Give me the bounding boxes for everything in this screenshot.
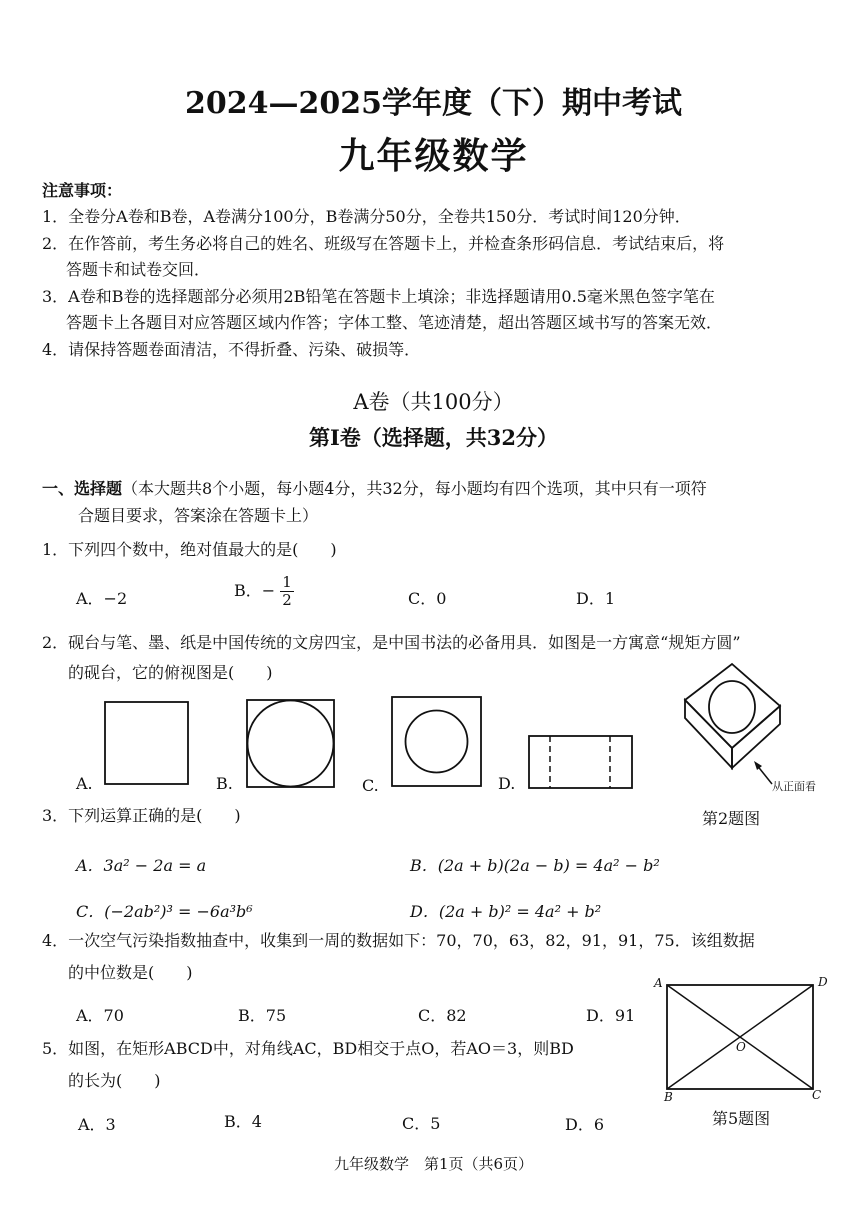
q5-figure-caption: 第5题图 xyxy=(712,1109,771,1128)
q4-option-d: D．91 xyxy=(586,1006,636,1025)
q5-rectangle-figure xyxy=(666,984,816,1092)
q2-option-a: A. xyxy=(76,774,93,793)
q3-option-c: C．(−2ab²)³ = −6a³b⁶ xyxy=(76,902,253,921)
q1-option-d: D．1 xyxy=(576,589,616,608)
notice-item-4: 4．请保持答题卷面清洁，不得折叠、污染、破损等． xyxy=(42,340,421,359)
q3-stem: 3．下列运算正确的是( ) xyxy=(42,806,241,825)
q5-label-c: C xyxy=(812,1088,822,1102)
q5-option-d: D．6 xyxy=(565,1115,605,1134)
q5-label-o: O xyxy=(736,1040,746,1054)
q4-stem-1: 4．一次空气污染指数抽查中，收集到一周的数据如下：70，70，63，82，91，91，75．该组数据 xyxy=(42,931,755,950)
notice-item-2-cont: 答题卡和试卷交回． xyxy=(66,260,211,279)
q4-option-c: C．82 xyxy=(418,1006,467,1025)
q3-option-a: A．3a² − 2a = a xyxy=(76,856,207,875)
notice-item-1: 1．全卷分A卷和B卷，A卷满分100分，B卷满分50分，全卷共150分．考试时间120分钟． xyxy=(42,207,691,226)
q3-option-b: B．(2a + b)(2a − b) = 4a² − b² xyxy=(410,856,660,875)
q2-figure-caption: 第2题图 xyxy=(702,809,761,828)
part1-desc-cont: 合题目要求，答案涂在答题卡上） xyxy=(78,506,319,525)
q2-figure-a xyxy=(104,701,190,787)
q5-option-b: B．4 xyxy=(224,1112,262,1131)
q2-option-c: C. xyxy=(362,776,379,795)
section-a-heading: A卷（共100分） xyxy=(353,390,514,414)
q2-figure-c xyxy=(391,696,483,788)
q1-option-b-denominator: 2 xyxy=(282,591,292,609)
q2-figure-b xyxy=(246,699,336,789)
q5-label-a: A xyxy=(654,976,663,990)
q4-stem-2: 的中位数是( ) xyxy=(68,963,193,982)
q1-stem: 1．下列四个数中，绝对值最大的是( ) xyxy=(42,540,337,559)
exam-title: 2024—2025学年度（下）期中考试 xyxy=(185,86,682,121)
subject-title: 九年级数学 xyxy=(338,135,529,177)
part1-label: 一、选择题 xyxy=(42,479,123,498)
q2-option-b: B. xyxy=(216,774,233,793)
section-1-heading: 第Ⅰ卷（选择题，共32分） xyxy=(308,425,559,450)
q5-option-a: A．3 xyxy=(78,1115,116,1134)
part1-desc: （本大题共8个小题，每小题4分，共32分，每小题均有四个选项，其中只有一项符 xyxy=(122,479,707,498)
q1-option-b-fraction xyxy=(280,574,294,609)
q2-stem-1: 2．砚台与笔、墨、纸是中国传统的文房四宝，是中国书法的必备用具．如图是一方寓意“规矩方圆” xyxy=(42,633,741,652)
q5-label-d: D xyxy=(818,975,828,989)
q1-option-a: A．−2 xyxy=(76,589,128,608)
notice-item-2: 2．在作答前，考生务必将自己的姓名、班级写在答题卡上，并检查条形码信息．考试结束后，将 xyxy=(42,234,725,253)
q1-option-b xyxy=(234,574,294,609)
q5-stem-2: 的长为( ) xyxy=(68,1071,161,1090)
q1-option-b-numerator: 1 xyxy=(282,573,292,591)
page-footer: 九年级数学 第1页（共6页） xyxy=(333,1155,534,1173)
q5-stem-1: 5．如图，在矩形ABCD中，对角线AC，BD相交于点O，若AO＝3，则BD xyxy=(42,1039,574,1058)
q5-option-c: C．5 xyxy=(402,1114,441,1133)
q1-option-c: C．0 xyxy=(408,589,447,608)
notice-item-3-cont: 答题卡上各题目对应答题区域内作答；字体工整、笔迹清楚，超出答题区域书写的答案无效． xyxy=(66,313,723,332)
q4-option-a: A．70 xyxy=(76,1006,124,1025)
view-direction-label: 从正面看 xyxy=(772,780,816,793)
q1-option-b-prefix: B．− xyxy=(234,581,276,600)
notice-heading: 注意事项： xyxy=(42,181,123,200)
q4-option-b: B．75 xyxy=(238,1006,287,1025)
q3-option-d: D．(2a + b)² = 4a² + b² xyxy=(410,902,602,921)
q5-label-b: B xyxy=(664,1090,673,1104)
q2-option-d: D. xyxy=(498,774,516,793)
q2-stem-2: 的砚台，它的俯视图是( ) xyxy=(68,663,273,682)
notice-item-3: 3．A卷和B卷的选择题部分必须用2B铅笔在答题卡上填涂；非选择题请用0.5毫米黑色签字笔在 xyxy=(42,287,715,306)
q2-figure-d xyxy=(528,735,634,791)
